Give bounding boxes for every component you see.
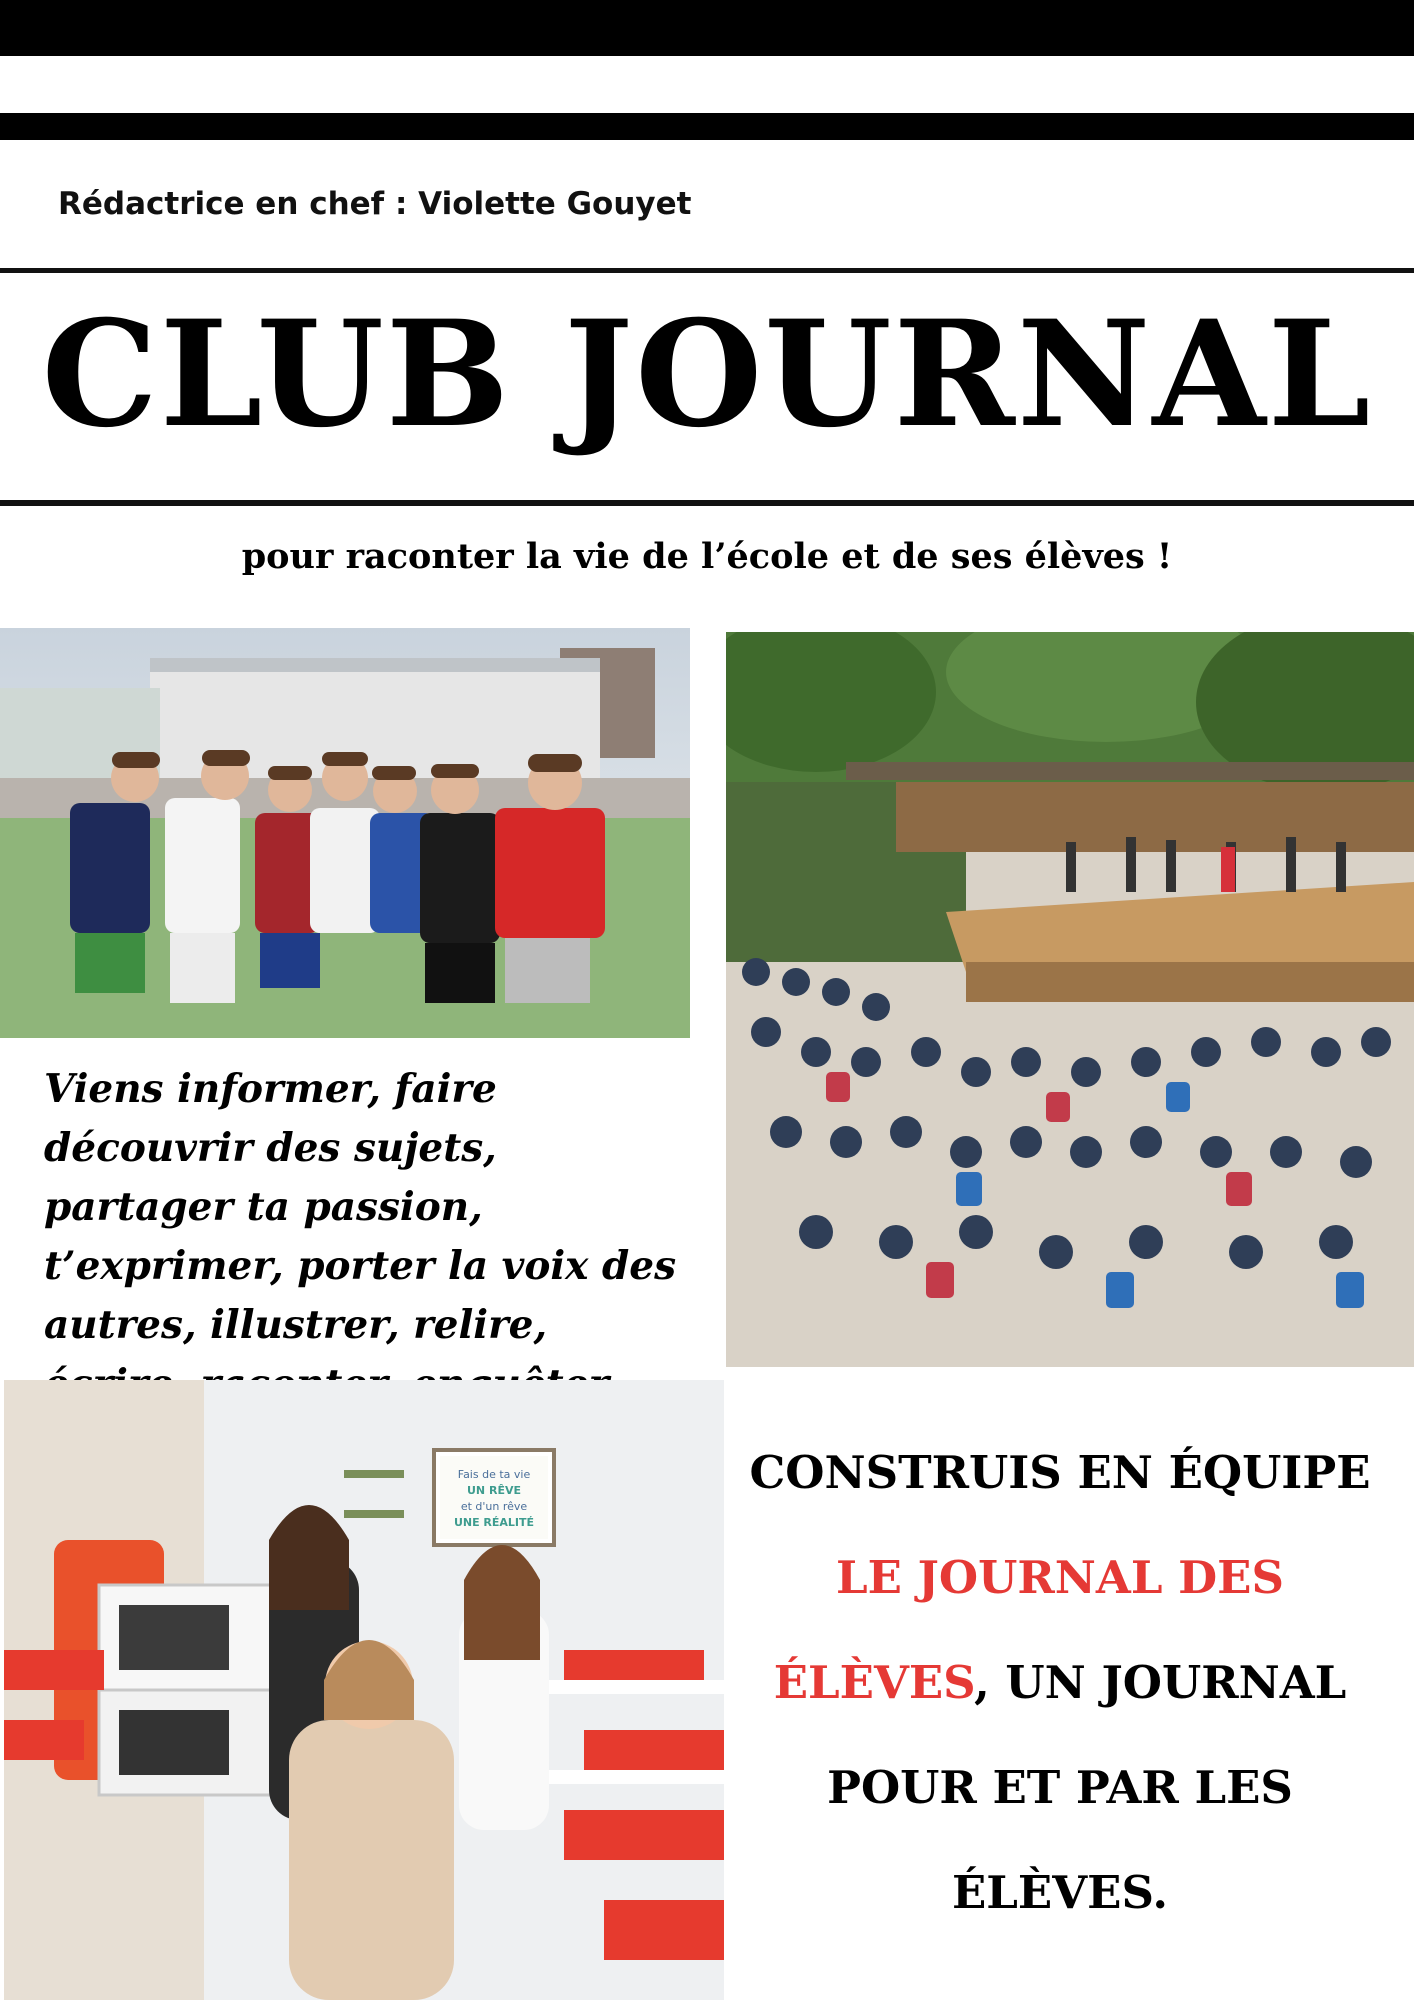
tagline: pour raconter la vie de l’école et de ses élèves ! (241, 536, 1173, 577)
promo-highlight: LE JOURNAL DES ÉLÈVES (773, 1551, 1284, 1709)
promo-part2: , UN JOURNAL POUR ET PAR LES ÉLÈVES. (827, 1656, 1347, 1919)
page-title: CLUB JOURNAL (41, 289, 1373, 460)
poster-line1: Fais de ta vie (457, 1468, 531, 1481)
poster-line2: UN RÊVE (467, 1484, 521, 1497)
title-top-rule (0, 268, 1414, 273)
invitation-text: Viens informer, faire découvrir des sujets, partager ta passion, t’exprimer, porter la voix des autres, illustrer, relire, (44, 1066, 677, 1348)
top-bar (0, 0, 1414, 56)
promo-text (730, 1420, 1390, 1945)
poster-line4: UNE RÉALITÉ (453, 1516, 535, 1529)
second-bar (0, 113, 1414, 140)
title-bottom-rule (0, 500, 1414, 506)
promo-part1: CONSTRUIS EN ÉQUIPE (749, 1446, 1371, 1499)
students-with-medals-photo (0, 628, 690, 1038)
editor-credit: Rédactrice en chef : Violette Gouyet (58, 186, 692, 222)
three-girls-cafeteria-photo (4, 1380, 724, 2000)
school-assembly-stage-photo (726, 632, 1414, 1367)
poster-line3: et d'un rêve (460, 1500, 528, 1513)
